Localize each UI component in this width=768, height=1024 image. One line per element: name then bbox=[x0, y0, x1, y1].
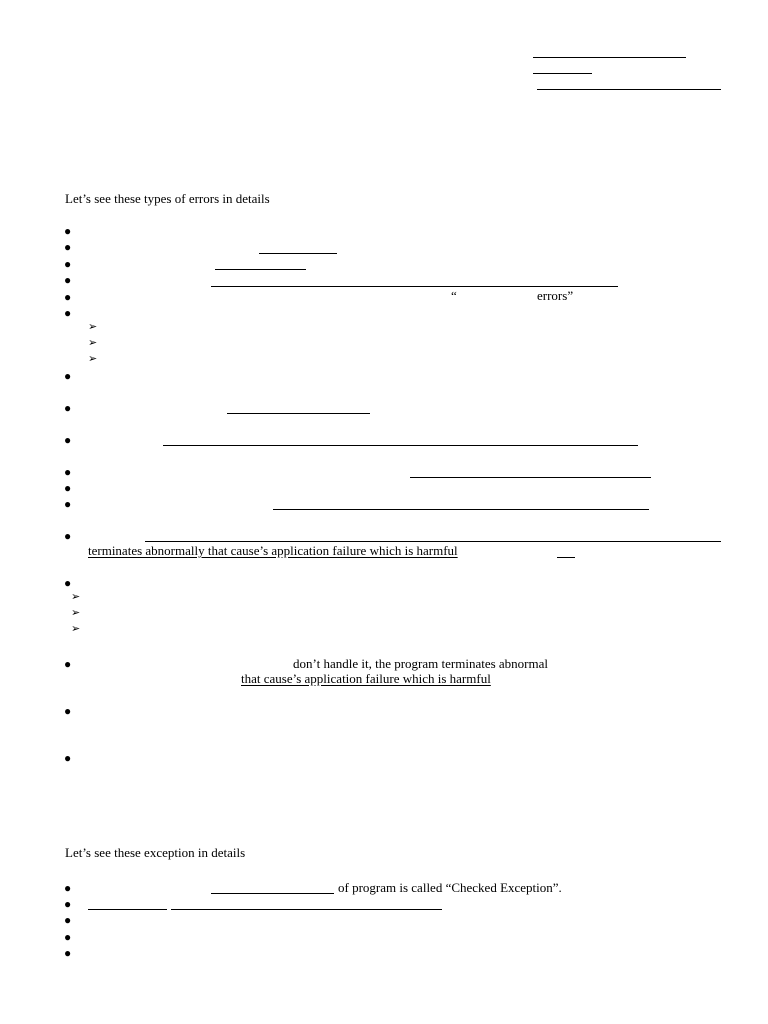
blank-line bbox=[533, 57, 686, 58]
bullet-icon: ● bbox=[64, 465, 72, 479]
bullet-icon: ● bbox=[64, 224, 72, 238]
bullet-icon: ● bbox=[64, 401, 72, 415]
bullet-icon: ● bbox=[64, 290, 72, 304]
bullet-icon: ● bbox=[64, 529, 72, 543]
bullet-icon: ● bbox=[64, 257, 72, 271]
bullet-icon: ● bbox=[64, 657, 72, 671]
bullet-icon: ● bbox=[64, 881, 72, 895]
arrow-bullet-icon: ➢ bbox=[71, 607, 81, 619]
blank-line bbox=[215, 269, 306, 270]
arrow-bullet-icon: ➢ bbox=[71, 591, 81, 603]
blank-line bbox=[410, 477, 651, 478]
bullet-icon: ● bbox=[64, 751, 72, 765]
bullet-icon: ● bbox=[64, 946, 72, 960]
bullet-icon: ● bbox=[64, 433, 72, 447]
bullet-icon: ● bbox=[64, 481, 72, 495]
bullet-icon: ● bbox=[64, 930, 72, 944]
checked-exception-text: of program is called “Checked Exception”. bbox=[338, 880, 562, 895]
arrow-bullet-icon: ➢ bbox=[88, 337, 98, 349]
unhandled-exception-text: don’t handle it, the program terminates abnormal bbox=[293, 656, 548, 671]
exceptions-intro-text: Let’s see these exception in details bbox=[65, 845, 246, 860]
blank-line bbox=[171, 909, 442, 910]
blank-line bbox=[533, 73, 592, 74]
blank-line bbox=[163, 445, 638, 446]
application-failure-text: that cause’s application failure which is harmful bbox=[241, 671, 491, 686]
bullet-icon: ● bbox=[64, 273, 72, 287]
bullet-icon: ● bbox=[64, 369, 72, 383]
blank-line bbox=[557, 557, 575, 558]
bullet-icon: ● bbox=[64, 897, 72, 911]
blank-line bbox=[273, 509, 649, 510]
errors-quote-text: errors” bbox=[537, 288, 574, 303]
errors-intro-text: Let’s see these types of errors in details bbox=[65, 191, 270, 206]
bullet-icon: ● bbox=[64, 913, 72, 927]
quote-open-text: “ bbox=[451, 288, 457, 303]
bullet-icon: ● bbox=[64, 497, 72, 511]
blank-line bbox=[227, 413, 370, 414]
blank-line bbox=[88, 909, 167, 910]
blank-line bbox=[211, 286, 618, 287]
bullet-icon: ● bbox=[64, 704, 72, 718]
bullet-icon: ● bbox=[64, 306, 72, 320]
blank-line bbox=[537, 89, 721, 90]
blank-line bbox=[259, 253, 337, 254]
bullet-icon: ● bbox=[64, 576, 72, 590]
abnormal-termination-text: terminates abnormally that cause’s application failure which is harmful bbox=[88, 543, 458, 558]
arrow-bullet-icon: ➢ bbox=[88, 321, 98, 333]
arrow-bullet-icon: ➢ bbox=[88, 353, 98, 365]
arrow-bullet-icon: ➢ bbox=[71, 623, 81, 635]
blank-line bbox=[145, 541, 721, 542]
blank-line bbox=[211, 893, 334, 894]
bullet-icon: ● bbox=[64, 240, 72, 254]
